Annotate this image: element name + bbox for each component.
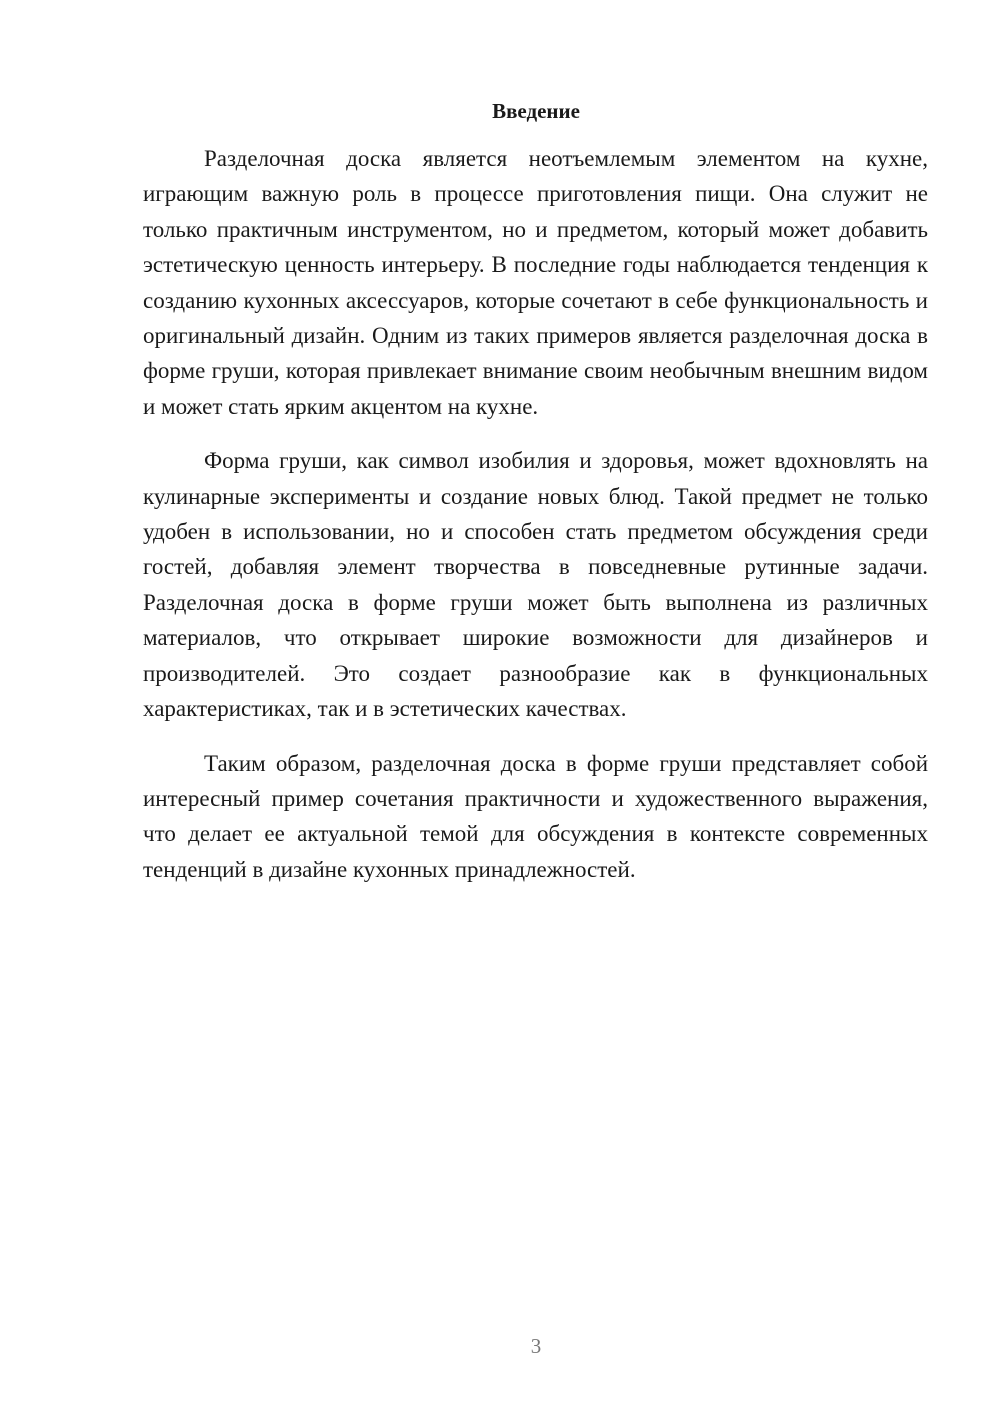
paragraph-1: Разделочная доска является неотъемлемым элементом на кухне, играющим важную роль в процессе приготовления пищи. Она служит не только практичным инструментом, но и предметом, который может добавить эстетическую ценность интерьеру. В последние годы наблюдается тенденция к созданию кухонных аксессуаров, которые сочетают в себе функциональность и оригинальный дизайн. Одним из таких примеров является разделочная доска в форме груши, которая привлекает внимание своим необычным внешним видом и может стать ярким акцентом на кухне. — [143, 146, 928, 419]
body-text — [143, 141, 928, 906]
paragraph-3: Таким образом, разделочная доска в форме груши представляет собой интересный пример сочетания практичности и художественного выражения, что делает ее актуальной темой для обсуждения в контексте современных тенденций в дизайне кухонных принадлежностей. — [143, 750, 928, 882]
page-title: Введение — [492, 99, 580, 123]
paragraph-2: Форма груши, как символ изобилия и здоровья, может вдохновлять на кулинарные эксперименты и создание новых блюд. Такой предмет не только удобен в использовании, но и способен стать предметом обсуждения среди гостей, добавляя элемент творчества в повседневные рутинные задачи. Разделочная доска в форме груши может быть выполнена из различных материалов, что открывает широкие возможности для дизайнеров и производителей. Это создает разнообразие как в функциональных характеристиках, так и в эстетических качествах. — [143, 448, 928, 722]
page-number: 3 — [530, 1334, 542, 1358]
